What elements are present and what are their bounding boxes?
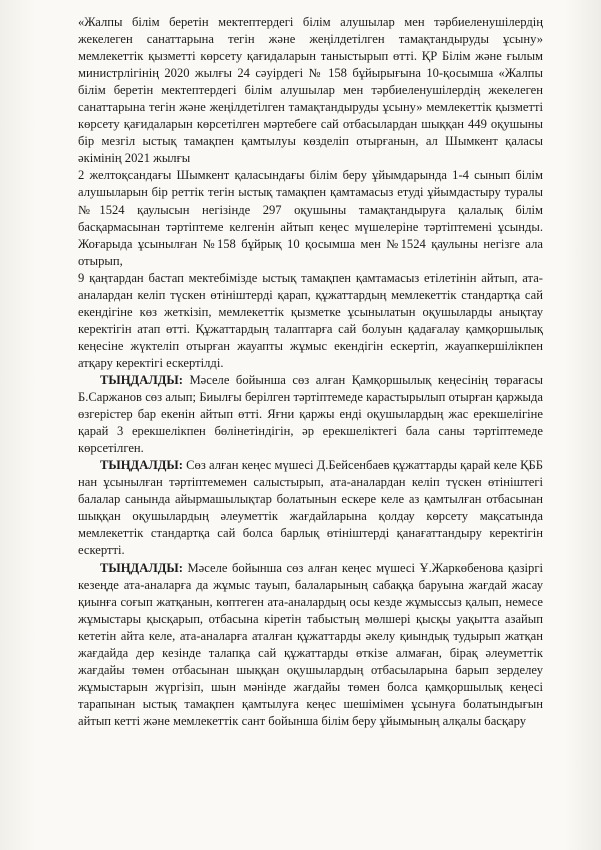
paragraph-text: Мәселе бойынша сөз алған кеңес мүшесі Ұ.Жаркөбенова қазіргі кезеңде ата-аналарға да жұмыс тауып, балаларының сабаққа баруына жағдай жасау қиынға соғып жатқанын, көптеген ата-аналардың осы кезде жұмыссыз қалып, немесе жұмыстары қысқарып, отбасына кіретін табыстың мөлшері қысқы уақытта азайып кететін айта келе, ата-аналарға аталған құжаттарды әкелу қиындық тудырып жатқан жағдайда дер кезінде талапқа сай құжаттарды өткізе алмаған, бірақ әлеуметтік жағдайы төмен отбасынан шыққан оқушылардың отбасыларына барып зерделеу жұмыстарын жүргізіп, шын мәнінде жағдайы төмен болса қамқоршылық кеңесі тарапынан ыстық тамақпен қамтылуға кеңес шешімімен ұсынуға болатындығын айтып кетті және мемлекеттік сант бойынша білім беру ұйымының алқалы басқару xyxy=(78,560,543,728)
paragraph-text: 2 желтоқсандағы Шымкент қаласындағы білім беру ұйымдарында 1-4 сынып білім алушыларын бір реттік тегін ыстық тамақпен қамтамасыз етуді ұйымдастыру туралы №1524 қаулысын негізінде 297 оқушыны тамақтандыруға қалалық білім басқармасынан тәртіптеме келгенін айтып кеңес мүшелеріне тәртіптемені ұсынды. Жоғарыда ұсынылған №158 бұйрық 10 қосымша мен №1524 қаулыны негізге ала отырып, xyxy=(78,168,543,268)
section-heading: ТЫҢДАЛДЫ: xyxy=(100,458,183,473)
paragraph-listened-beisenbaev xyxy=(78,457,543,559)
section-heading: ТЫҢДАЛДЫ: xyxy=(100,560,183,575)
section-heading: ТЫҢДАЛДЫ: xyxy=(100,372,183,387)
paragraph-intro xyxy=(78,14,543,167)
paragraph-hot-meals xyxy=(78,270,543,372)
paragraph-text: Сөз алған кеңес мүшесі Д.Бейсенбаев құжаттарды қарай келе ҚББ нан ұсынылған тәртіптемемен салыстырып, ата-аналардан келіп түскен өтініштегі балалар санында айырмашылықтар болатынын ескере келе аз қамтылған отбасынан шыққан оқушылардың әлеуметтік жағдайларына қолдау көрсету мақсатында мемлекеттік стандартқа сай болса барлық өтініштерді қанағаттандыру керектігін ескертті. xyxy=(78,458,543,558)
paragraph-resolution-1524 xyxy=(78,167,543,269)
paragraph-listened-zharkobenova xyxy=(78,560,543,730)
paragraph-listened-sarzhanov xyxy=(78,372,543,457)
paragraph-text: Мәселе бойынша сөз алған Қамқоршылық кеңесінің төрағасы Б.Саржанов сөз алып; Биылғы берілген тәртіптемеде карастырылып отырған қаржыда өзгерістер бар екенін айтып өтті. Яғни қаржы енді оқушылардың жас ерекшелігіне қарай 3 ерекшелікпен бөлінетіндігін, әр ерекшеліктегі бала саны тәртіптемеде көрсетілген. xyxy=(78,372,543,456)
paragraph-text: 9 қаңтардан бастап мектебімізде ыстық тамақпен қамтамасыз етілетінін айтып, ата-аналардан келіп түскен өтініштерді қарап, құжаттардың мемлекеттік стандартқа сай екендігіне көз жеткізіп, мемлекеттік қызметке ұсынылатын оқушыларды анықтау керектігін атап өтті. Құжаттардың талаптарға сай болуын қадағалау қамқоршылық кеңесіне жүктеліп отырған жауапты жұмыс екендігін ескертіп, жауапкершілікпен атқару керектігі ескертілді. xyxy=(78,270,543,370)
document-body xyxy=(78,14,543,730)
paragraph-text: «Жалпы білім беретін мектептердегі білім алушылар мен тәрбиеленушілердің жекелеген санаттарына тегін және жеңілдетілген тамақтандыруды ұсыну» мемлекеттік қызметті көрсету қағидаларын таныстырып өтті. ҚР Білім және ғылым министрлігінің 2020 жылғы 24 сәуірдегі № 158 бұйырығына 10-қосымша «Жалпы білім беретін мектептердегі білім алушылар мен тәрбиеленушілердің жекелеген санаттарына тегін және жеңілдетілген тамақтандыруды ұсыну» мемлекеттік қызметті көрсету қағидаларын көрсетілген мәртебеге сай отбасылардан шыққан 449 оқушыны бір мезгіл ыстық тамақпен қамтылуы көзделіп отырғанын, ал Шымкент қаласы әкімінің 2021 жылғы xyxy=(78,15,543,166)
